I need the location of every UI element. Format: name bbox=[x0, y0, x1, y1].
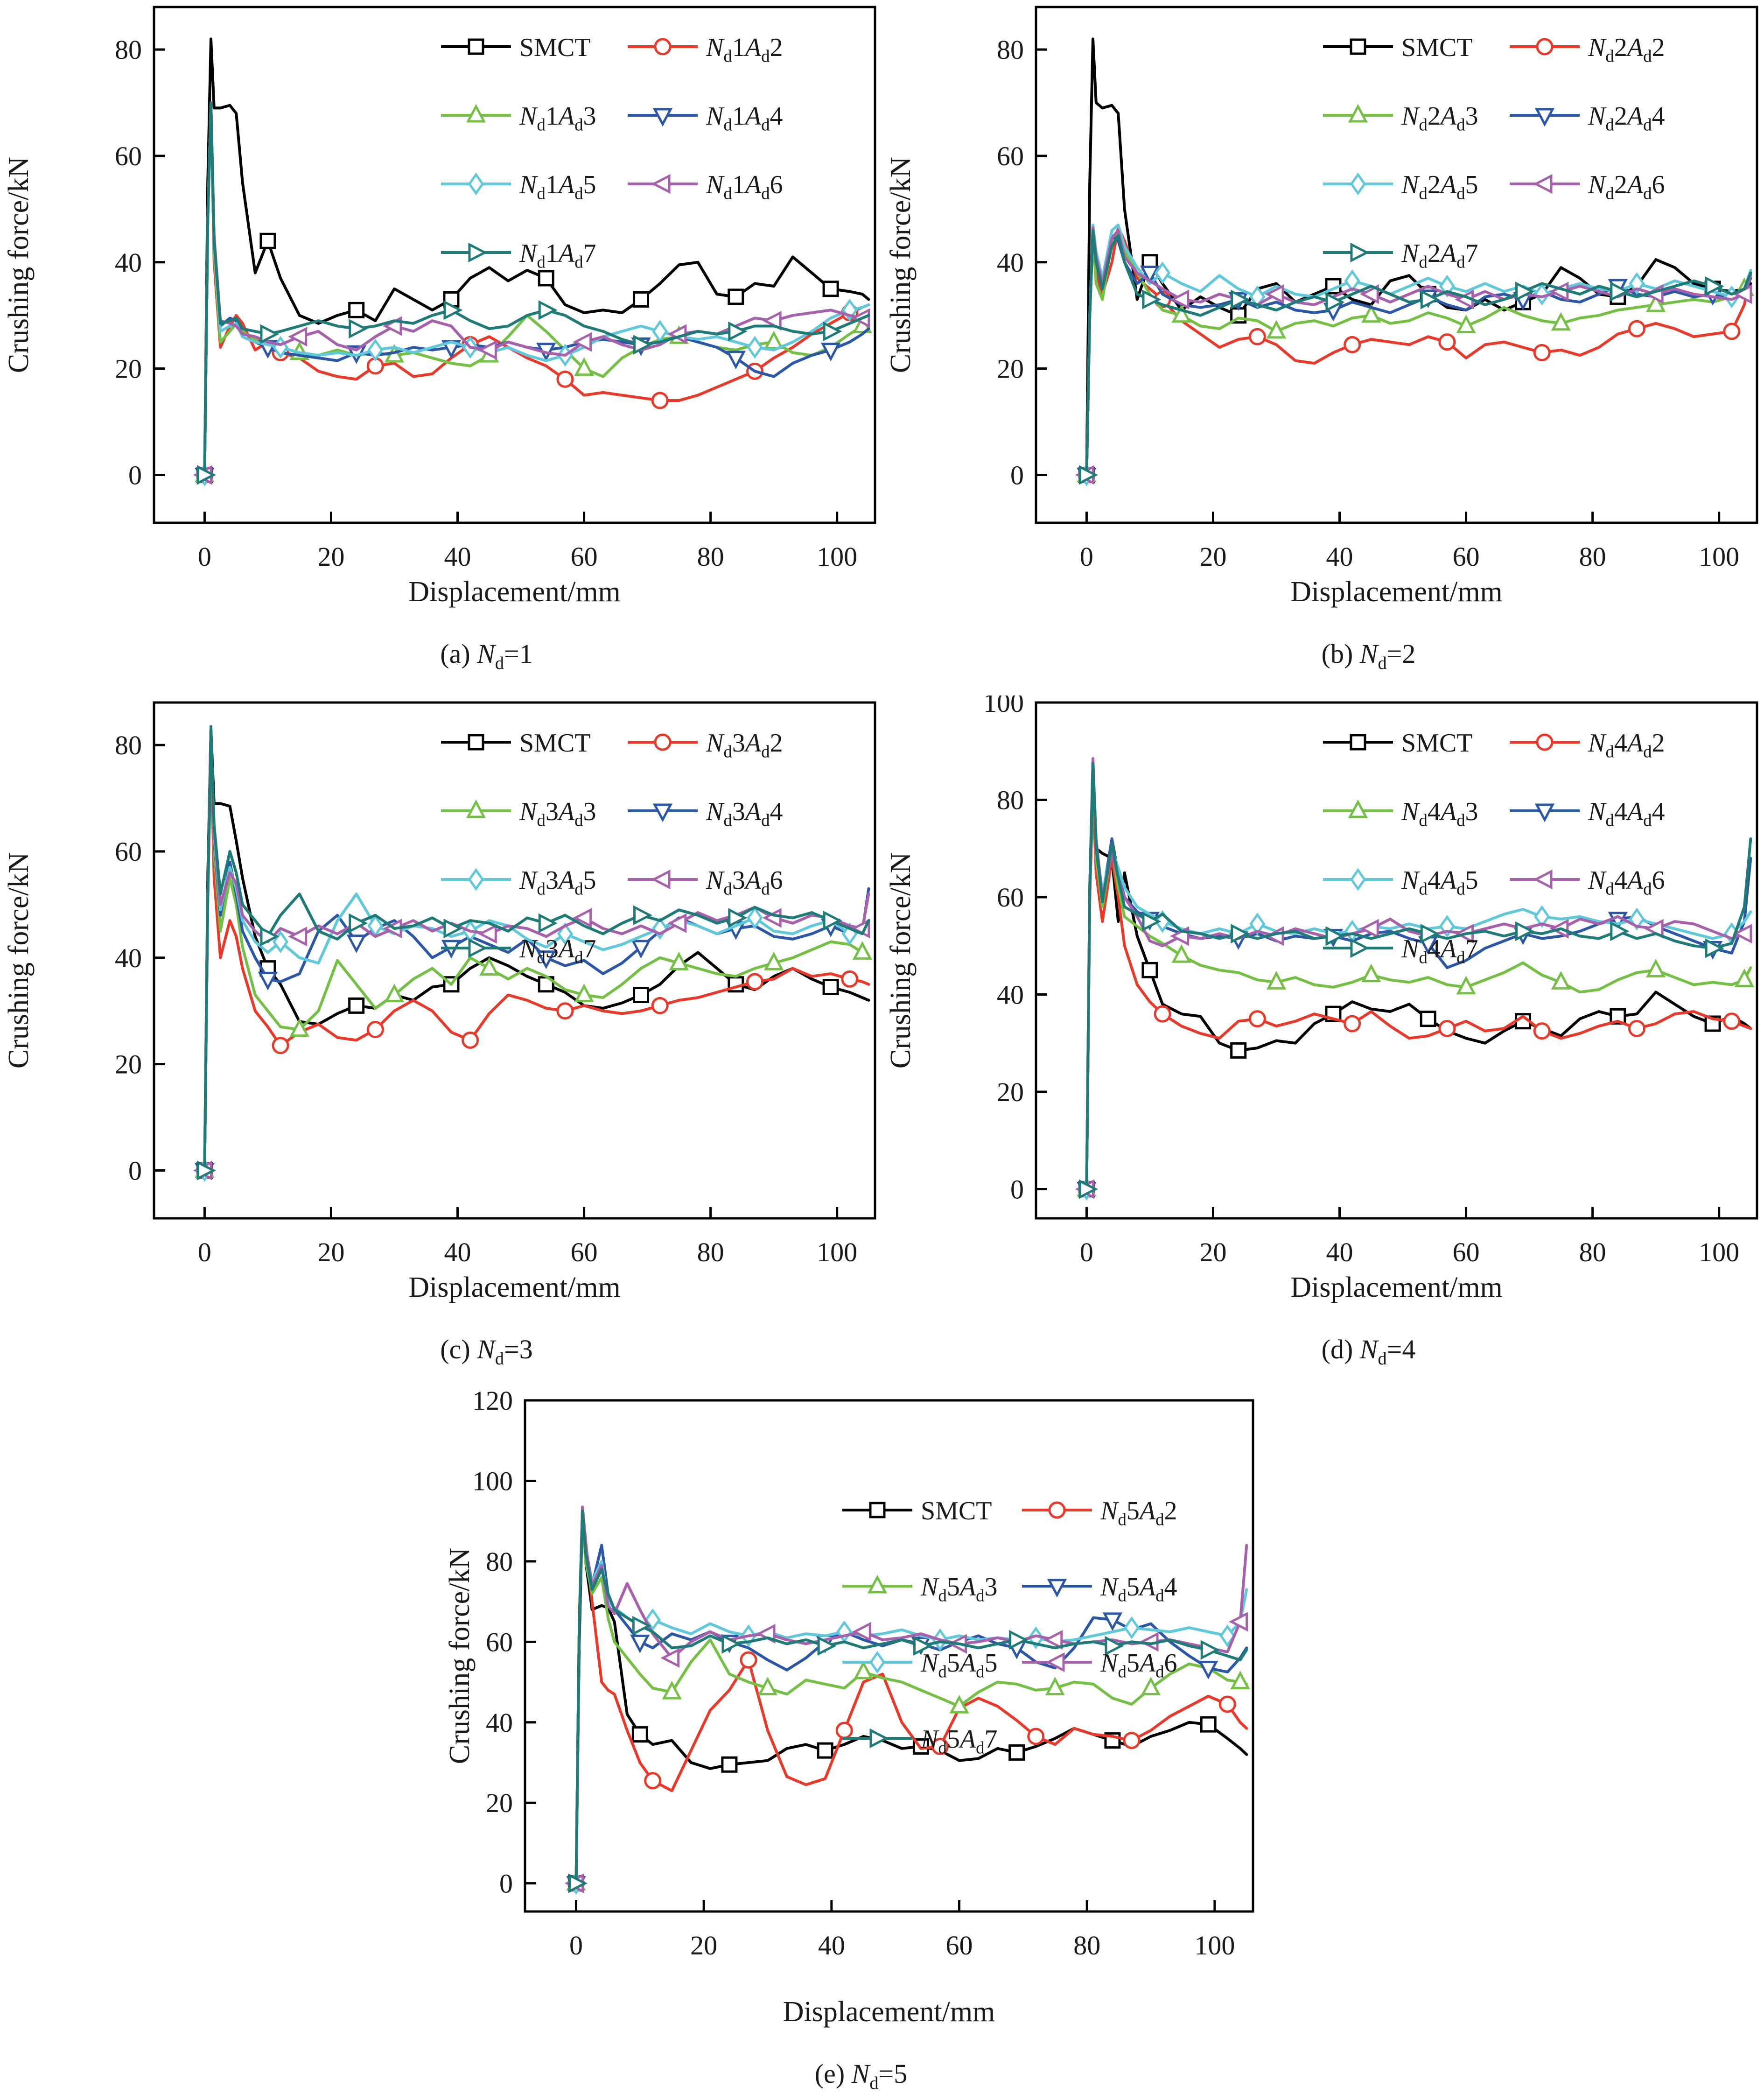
legend-triangle-right-marker bbox=[1351, 940, 1367, 956]
triangle-up-marker bbox=[386, 986, 402, 1001]
x-tick-label: 0 bbox=[569, 1930, 583, 1960]
legend-label: $N_d4A_d6$ bbox=[1588, 866, 1665, 899]
y-tick-label: 80 bbox=[115, 35, 142, 65]
legend-label: $N_d3A_d4$ bbox=[706, 797, 783, 830]
circle-marker bbox=[558, 1004, 573, 1019]
x-tick-label: 20 bbox=[317, 541, 345, 572]
triangle-up-marker bbox=[1174, 947, 1190, 962]
circle-marker bbox=[1724, 1014, 1739, 1029]
circle-marker bbox=[558, 372, 573, 386]
legend-triangle-left-marker bbox=[654, 871, 669, 887]
legend-label: $N_d1A_d6$ bbox=[706, 170, 783, 203]
x-tick-label: 80 bbox=[1073, 1930, 1101, 1960]
x-tick-label: 60 bbox=[1452, 1237, 1480, 1267]
y-tick-label: 60 bbox=[997, 882, 1024, 913]
x-tick-label: 40 bbox=[444, 541, 471, 572]
square-marker bbox=[539, 271, 553, 285]
circle-marker bbox=[1724, 324, 1739, 339]
x-tick-label: 40 bbox=[818, 1930, 845, 1960]
legend-label: $N_d4A_d7$ bbox=[1401, 935, 1478, 967]
circle-marker bbox=[1440, 335, 1455, 350]
legend-circle-marker bbox=[655, 735, 670, 750]
diamond-marker bbox=[1125, 1618, 1138, 1637]
y-tick-label: 20 bbox=[997, 1076, 1024, 1107]
legend-item-Nd3Ad2 bbox=[628, 729, 783, 761]
legend-label: $N_d4A_d5$ bbox=[1401, 866, 1478, 899]
legend-label: SMCT bbox=[519, 729, 591, 758]
legend-item-Nd4Ad4 bbox=[1510, 797, 1665, 829]
legend-item-Nd3Ad3 bbox=[441, 797, 596, 829]
series-markers-Nd1Ad4 bbox=[196, 338, 839, 484]
triangle-left-marker bbox=[291, 928, 306, 944]
diamond-marker bbox=[838, 1623, 851, 1641]
legend-label: $N_d1A_d3$ bbox=[519, 102, 596, 134]
series-markers-Nd1Ad5 bbox=[198, 301, 856, 484]
legend-item-Nd2Ad6 bbox=[1510, 170, 1665, 203]
y-tick-label: 0 bbox=[128, 1155, 142, 1186]
legend-label: SMCT bbox=[519, 33, 591, 62]
series-line-Nd1Ad5 bbox=[204, 103, 868, 475]
legend-label: $N_d5A_d4$ bbox=[1100, 1573, 1177, 1605]
circle-marker bbox=[1220, 1697, 1235, 1712]
y-tick-label: 60 bbox=[115, 836, 142, 867]
legend-label: SMCT bbox=[1401, 33, 1473, 62]
legend-label: $N_d1A_d2$ bbox=[706, 33, 783, 66]
chart-svg-a bbox=[0, 0, 882, 682]
y-tick-label: 60 bbox=[997, 141, 1024, 171]
square-marker bbox=[729, 290, 743, 304]
x-axis-title: Displacement/mm bbox=[1290, 576, 1503, 608]
legend-item-SMCT bbox=[1323, 33, 1473, 62]
legend-item-Nd3Ad6 bbox=[628, 866, 783, 898]
legend-label: $N_d5A_d7$ bbox=[921, 1725, 998, 1757]
legend-diamond-marker bbox=[1351, 870, 1365, 889]
circle-marker bbox=[1029, 1729, 1043, 1744]
x-tick-label: 100 bbox=[817, 1237, 858, 1267]
legend-label: $N_d1A_d5$ bbox=[519, 170, 596, 203]
square-marker bbox=[1201, 1717, 1215, 1731]
circle-marker bbox=[368, 1022, 383, 1037]
y-axis-title: Crushing force/kN bbox=[885, 156, 917, 373]
y-tick-label: 20 bbox=[486, 1788, 513, 1819]
legend-item-SMCT bbox=[441, 33, 591, 62]
y-axis-title: Crushing force/kN bbox=[3, 156, 35, 373]
series-line-Nd1Ad7 bbox=[204, 103, 868, 475]
legend-item-SMCT bbox=[1323, 729, 1473, 758]
legend-item-SMCT bbox=[842, 1497, 992, 1525]
circle-marker bbox=[652, 998, 667, 1013]
y-tick-label: 40 bbox=[486, 1707, 513, 1738]
circle-marker bbox=[842, 971, 857, 986]
legend-triangle-left-marker bbox=[654, 176, 669, 192]
legend-item-Nd2Ad3 bbox=[1323, 102, 1478, 134]
triangle-right-marker bbox=[261, 326, 277, 342]
legend-item-Nd2Ad4 bbox=[1510, 102, 1665, 134]
y-tick-label: 0 bbox=[1010, 1174, 1024, 1205]
legend-square-marker bbox=[1351, 735, 1365, 749]
square-marker bbox=[350, 303, 364, 317]
circle-marker bbox=[273, 1038, 288, 1053]
plot-frame bbox=[1036, 703, 1757, 1218]
legend-square-marker bbox=[870, 1503, 884, 1517]
y-axis-title: Crushing force/kN bbox=[3, 852, 35, 1069]
triangle-down-marker bbox=[633, 941, 649, 956]
x-tick-label: 0 bbox=[1079, 1237, 1093, 1267]
circle-marker bbox=[837, 1723, 852, 1738]
triangle-up-marker bbox=[1143, 1679, 1159, 1694]
triangle-right-marker bbox=[350, 321, 365, 337]
legend-diamond-marker bbox=[469, 175, 483, 193]
legend-triangle-right-marker bbox=[871, 1730, 886, 1746]
series-line-Nd1Ad6 bbox=[204, 103, 868, 475]
y-tick-label: 20 bbox=[997, 353, 1024, 384]
square-marker bbox=[818, 1743, 832, 1757]
legend-item-Nd3Ad4 bbox=[628, 797, 783, 829]
legend-square-marker bbox=[1351, 40, 1365, 54]
x-tick-label: 80 bbox=[697, 1237, 724, 1267]
x-tick-label: 100 bbox=[1194, 1930, 1235, 1960]
y-tick-label: 100 bbox=[472, 1466, 513, 1497]
triangle-up-marker bbox=[1736, 971, 1752, 986]
x-tick-label: 80 bbox=[1579, 1237, 1606, 1267]
y-axis-title: Crushing force/kN bbox=[444, 1547, 476, 1764]
triangle-left-marker bbox=[480, 926, 496, 942]
legend-triangle-left-marker bbox=[1536, 871, 1551, 887]
y-tick-label: 80 bbox=[115, 730, 142, 761]
chart-svg-d bbox=[882, 696, 1764, 1377]
legend-label: $N_d1A_d7$ bbox=[519, 239, 596, 272]
circle-marker bbox=[1250, 329, 1265, 344]
legend-item-Nd1Ad3 bbox=[441, 102, 596, 134]
x-axis-title: Displacement/mm bbox=[408, 576, 621, 608]
legend-item-Nd4Ad3 bbox=[1323, 797, 1478, 829]
legend-triangle-right-marker bbox=[1351, 245, 1367, 260]
legend-label: $N_d2A_d4$ bbox=[1588, 102, 1665, 134]
series-markers-Nd1Ad3 bbox=[196, 317, 870, 481]
circle-marker bbox=[1124, 1733, 1139, 1748]
y-tick-label: 20 bbox=[115, 1049, 142, 1080]
legend-label: $N_d3A_d3$ bbox=[519, 797, 596, 830]
series-line-Nd1Ad2 bbox=[204, 103, 868, 475]
chart-caption: (d) $N_d=4$ bbox=[1321, 1334, 1416, 1369]
x-tick-label: 60 bbox=[1452, 541, 1480, 572]
legend-item-Nd4Ad2 bbox=[1510, 729, 1665, 761]
legend-item-SMCT bbox=[441, 729, 591, 758]
x-tick-label: 40 bbox=[1326, 541, 1353, 572]
triangle-right-marker bbox=[824, 323, 840, 339]
x-tick-label: 40 bbox=[1326, 1237, 1353, 1267]
triangle-right-marker bbox=[539, 302, 555, 318]
legend-item-Nd1Ad5 bbox=[441, 170, 596, 203]
legend-item-Nd4Ad6 bbox=[1510, 866, 1665, 898]
chart-svg-b bbox=[882, 0, 1764, 682]
triangle-up-marker bbox=[854, 943, 870, 958]
series-line-Nd4Ad3 bbox=[1086, 771, 1750, 1189]
y-tick-label: 80 bbox=[997, 785, 1024, 815]
series-markers-Nd3Ad2 bbox=[197, 971, 857, 1178]
square-marker bbox=[634, 988, 648, 1002]
y-tick-label: 40 bbox=[997, 979, 1024, 1010]
y-tick-label: 80 bbox=[997, 35, 1024, 65]
square-marker bbox=[824, 980, 838, 994]
legend-label: $N_d3A_d6$ bbox=[706, 866, 783, 899]
legend-item-Nd1Ad2 bbox=[628, 33, 783, 65]
x-tick-label: 80 bbox=[1579, 541, 1606, 572]
triangle-up-marker bbox=[855, 1663, 871, 1678]
x-tick-label: 60 bbox=[570, 541, 598, 572]
diamond-marker bbox=[369, 341, 382, 359]
legend-item-Nd1Ad6 bbox=[628, 170, 783, 203]
legend-square-marker bbox=[469, 735, 483, 749]
square-marker bbox=[1232, 1043, 1246, 1057]
legend-label: $N_d5A_d6$ bbox=[1100, 1649, 1177, 1681]
square-marker bbox=[1143, 963, 1157, 977]
legend-label: $N_d2A_d2$ bbox=[1588, 33, 1665, 66]
diamond-marker bbox=[1346, 272, 1359, 290]
legend-label: $N_d2A_d5$ bbox=[1401, 170, 1478, 203]
plot-frame bbox=[154, 7, 875, 523]
legend-item-Nd5Ad4 bbox=[1022, 1573, 1177, 1605]
circle-marker bbox=[741, 1652, 756, 1667]
legend-circle-marker bbox=[1050, 1503, 1064, 1518]
square-marker bbox=[261, 234, 275, 248]
triangle-right-marker bbox=[539, 915, 555, 931]
x-tick-label: 40 bbox=[444, 1237, 471, 1267]
square-marker bbox=[824, 282, 838, 296]
legend-circle-marker bbox=[655, 39, 670, 54]
y-tick-label: 60 bbox=[115, 141, 142, 171]
legend-item-Nd2Ad5 bbox=[1323, 170, 1478, 203]
legend-label: $N_d3A_d7$ bbox=[519, 935, 596, 967]
circle-marker bbox=[748, 974, 763, 989]
chart-panel-e bbox=[441, 1377, 1323, 2094]
x-tick-label: 20 bbox=[1199, 541, 1227, 572]
legend-item-Nd1Ad7 bbox=[441, 239, 596, 271]
triangle-up-marker bbox=[1648, 961, 1664, 976]
series-markers-Nd4Ad4 bbox=[1078, 913, 1721, 1198]
square-marker bbox=[634, 293, 648, 307]
circle-marker bbox=[1250, 1012, 1265, 1026]
series-markers-Nd4Ad2 bbox=[1079, 1006, 1739, 1196]
series-line-Nd1Ad3 bbox=[204, 103, 868, 475]
chart-caption: (b) $N_d=2$ bbox=[1321, 639, 1416, 673]
x-axis-title: Displacement/mm bbox=[783, 1996, 995, 2028]
triangle-down-marker bbox=[349, 936, 364, 951]
y-tick-label: 0 bbox=[499, 1868, 513, 1899]
square-marker bbox=[1421, 1012, 1435, 1026]
triangle-down-marker bbox=[728, 352, 744, 367]
diamond-marker bbox=[749, 338, 762, 357]
y-tick-label: 20 bbox=[115, 353, 142, 384]
y-tick-label: 60 bbox=[486, 1627, 513, 1658]
legend-label: $N_d2A_d3$ bbox=[1401, 102, 1478, 134]
y-tick-label: 0 bbox=[128, 460, 142, 491]
legend-label: $N_d2A_d7$ bbox=[1401, 239, 1478, 272]
series-markers-Nd5Ad3 bbox=[568, 1663, 1248, 1890]
x-tick-label: 20 bbox=[1199, 1237, 1227, 1267]
triangle-up-marker bbox=[1363, 966, 1379, 981]
legend-circle-marker bbox=[1537, 39, 1552, 54]
square-marker bbox=[1010, 1745, 1024, 1759]
legend-label: $N_d3A_d5$ bbox=[519, 866, 596, 899]
legend-diamond-marker bbox=[871, 1653, 884, 1672]
legend-triangle-left-marker bbox=[1536, 176, 1551, 192]
legend-label: $N_d4A_d4$ bbox=[1588, 797, 1665, 830]
legend-item-Nd3Ad5 bbox=[441, 866, 596, 898]
x-tick-label: 80 bbox=[697, 541, 724, 572]
x-tick-label: 0 bbox=[197, 541, 211, 572]
series-line-Nd1Ad4 bbox=[204, 103, 868, 475]
legend-label: $N_d4A_d2$ bbox=[1588, 729, 1665, 761]
square-marker bbox=[633, 1728, 647, 1742]
triangle-left-marker bbox=[663, 1650, 679, 1666]
circle-marker bbox=[1345, 1016, 1360, 1031]
legend-item-Nd4Ad5 bbox=[1323, 866, 1478, 898]
legend-circle-marker bbox=[1537, 735, 1552, 750]
legend-label: $N_d5A_d5$ bbox=[921, 1649, 998, 1681]
legend-diamond-marker bbox=[469, 870, 483, 889]
circle-marker bbox=[1155, 1006, 1170, 1021]
circle-marker bbox=[463, 1033, 478, 1047]
legend-diamond-marker bbox=[1351, 175, 1365, 193]
plot-area bbox=[567, 1507, 1248, 1893]
legend-square-marker bbox=[469, 40, 483, 54]
x-tick-label: 0 bbox=[197, 1237, 211, 1267]
y-tick-label: 40 bbox=[115, 942, 142, 973]
chart-panel-a bbox=[0, 0, 882, 684]
y-axis-title: Crushing force/kN bbox=[885, 852, 917, 1069]
circle-marker bbox=[1440, 1021, 1455, 1036]
triangle-up-marker bbox=[766, 333, 782, 348]
legend-label: SMCT bbox=[1401, 729, 1473, 758]
series-markers-Nd3Ad7 bbox=[198, 907, 840, 1179]
x-tick-label: 20 bbox=[690, 1930, 718, 1960]
circle-marker bbox=[1534, 345, 1549, 360]
circle-marker bbox=[1630, 1021, 1645, 1036]
series-markers-SMCT bbox=[197, 962, 838, 1178]
legend-triangle-right-marker bbox=[469, 245, 485, 260]
legend bbox=[441, 33, 783, 271]
circle-marker bbox=[652, 393, 667, 408]
legend-label: $N_d5A_d2$ bbox=[1100, 1497, 1177, 1529]
legend bbox=[1323, 33, 1665, 271]
x-axis-title: Displacement/mm bbox=[1290, 1272, 1503, 1303]
triangle-right-marker bbox=[635, 907, 650, 923]
chart-panel-b bbox=[882, 0, 1764, 684]
series-markers-Nd3Ad4 bbox=[196, 920, 839, 1179]
x-tick-label: 60 bbox=[945, 1930, 973, 1960]
chart-panel-c bbox=[0, 696, 882, 1379]
legend-item-Nd1Ad4 bbox=[628, 102, 783, 134]
legend-item-Nd5Ad2 bbox=[1022, 1497, 1177, 1529]
square-marker bbox=[722, 1757, 736, 1771]
legend-label: $N_d5A_d3$ bbox=[921, 1573, 998, 1605]
x-tick-label: 60 bbox=[570, 1237, 598, 1267]
triangle-right-marker bbox=[1202, 1642, 1217, 1658]
x-axis-title: Displacement/mm bbox=[408, 1272, 621, 1303]
legend-label: $N_d1A_d4$ bbox=[706, 102, 783, 134]
chart-svg-c bbox=[0, 696, 882, 1377]
chart-svg-e bbox=[441, 1377, 1323, 2092]
legend-label: SMCT bbox=[921, 1497, 992, 1525]
y-tick-label: 80 bbox=[486, 1546, 513, 1577]
circle-marker bbox=[1534, 1024, 1549, 1039]
circle-marker bbox=[1630, 321, 1645, 336]
circle-marker bbox=[1345, 337, 1360, 352]
legend-item-Nd5Ad3 bbox=[842, 1573, 998, 1605]
chart-caption: (c) $N_d=3$ bbox=[440, 1334, 533, 1369]
series-markers-Nd1Ad6 bbox=[196, 310, 868, 483]
y-tick-label: 40 bbox=[997, 247, 1024, 278]
y-tick-label: 120 bbox=[472, 1385, 513, 1416]
legend-label: $N_d3A_d2$ bbox=[706, 729, 783, 761]
series-markers-Nd4Ad3 bbox=[1078, 947, 1752, 1195]
chart-caption: (a) $N_d=1$ bbox=[440, 639, 533, 673]
circle-marker bbox=[645, 1773, 660, 1788]
y-tick-label: 0 bbox=[1010, 460, 1024, 491]
y-tick-label: 40 bbox=[115, 247, 142, 278]
triangle-left-marker bbox=[291, 329, 306, 344]
chart-caption: (e) $N_d=5$ bbox=[814, 2059, 908, 2092]
x-tick-label: 100 bbox=[817, 541, 858, 572]
legend-item-Nd2Ad7 bbox=[1323, 239, 1478, 271]
legend-item-Nd2Ad2 bbox=[1510, 33, 1665, 65]
x-tick-label: 0 bbox=[1079, 541, 1093, 572]
legend-label: $N_d4A_d3$ bbox=[1401, 797, 1478, 830]
x-tick-label: 100 bbox=[1699, 541, 1740, 572]
series-line-Nd4Ad2 bbox=[1086, 790, 1750, 1189]
legend-label: $N_d2A_d6$ bbox=[1588, 170, 1665, 203]
y-tick-label: 100 bbox=[983, 696, 1024, 718]
series-markers-SMCT bbox=[1079, 963, 1720, 1196]
series-markers-Nd1Ad2 bbox=[197, 305, 857, 482]
square-marker bbox=[350, 998, 364, 1012]
x-tick-label: 100 bbox=[1699, 1237, 1740, 1267]
x-tick-label: 20 bbox=[317, 1237, 345, 1267]
chart-panel-d bbox=[882, 696, 1764, 1379]
